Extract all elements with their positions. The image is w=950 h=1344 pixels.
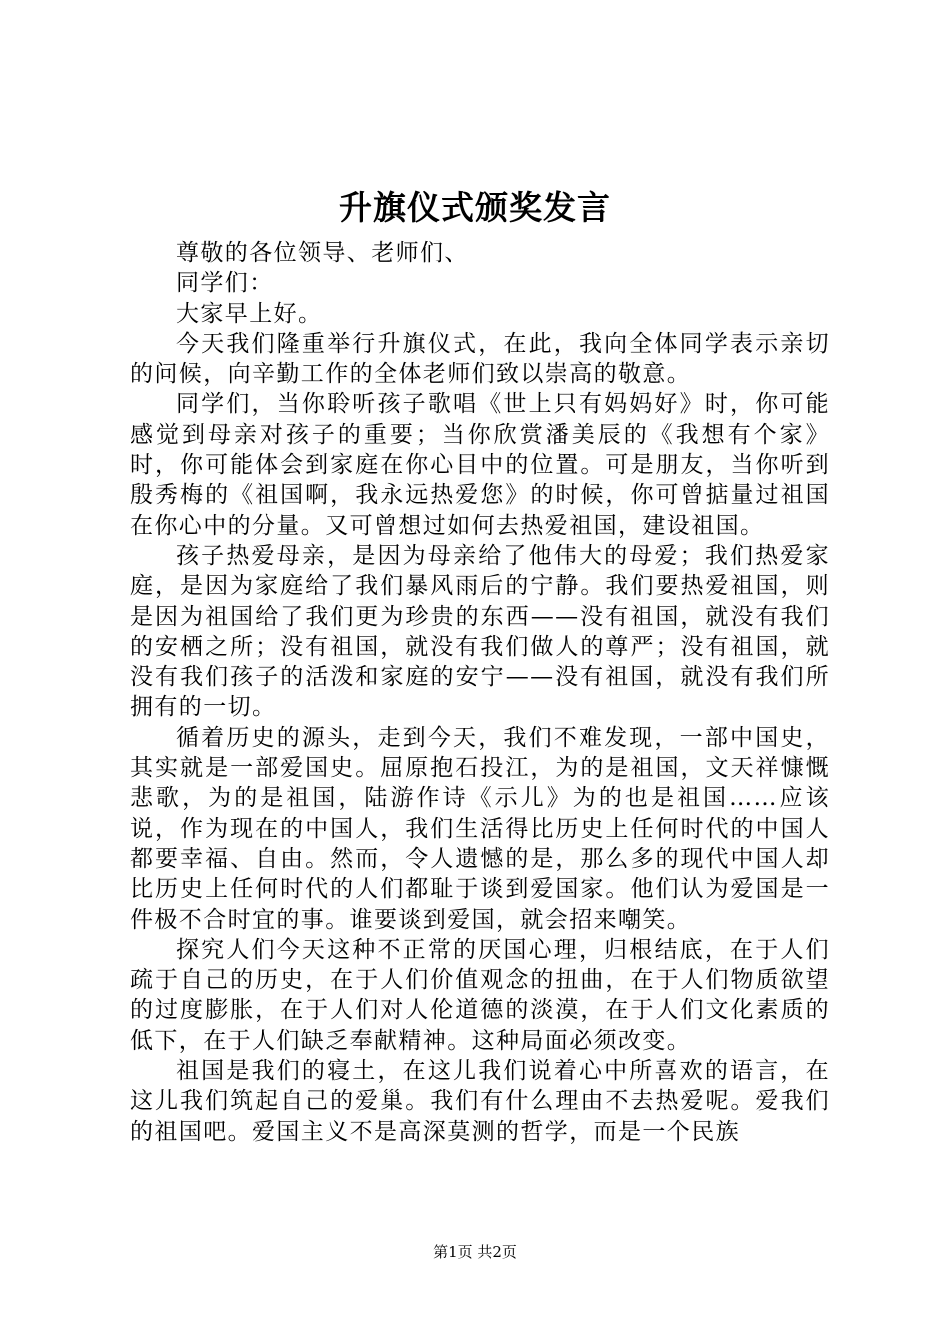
- document-body: [130, 238, 830, 1147]
- document-title: 升旗仪式颁奖发言: [339, 188, 611, 227]
- salutation-line-2: 同学们：: [176, 270, 274, 297]
- page-footer: 第1页 共2页: [433, 1243, 517, 1261]
- greeting: 大家早上好。: [176, 300, 323, 327]
- paragraph-songs: 同学们，当你聆听孩子歌唱《世上只有妈妈好》时，你可能感觉到母亲对孩子的重要；当你欣赏潘美辰的《我想有个家》时，你可能体会到家庭在你心目中的位置。可是朋友，当你听到殷秀梅的《祖国啊，我永远热爱您》的时候，你可曾掂量过祖国在你心中的分量。又可曾想过如何去热爱祖国，建设祖国。: [130, 391, 830, 539]
- paragraph-causes: 探究人们今天这种不正常的厌国心理，归根结底，在于人们疏于自己的历史，在于人们价值观念的扭曲，在于人们物质欲望的过度膨胀，在于人们对人伦道德的淡漠，在于人们文化素质的低下，在于人们缺乏奉献精神。这种局面必须改变。: [130, 936, 830, 1054]
- paragraph-history: 循着历史的源头，走到今天，我们不难发现，一部中国史，其实就是一部爱国史。屈原抱石投江，为的是祖国，文天祥慷慨悲歌，为的是祖国，陆游作诗《示儿》为的也是祖国……应该说，作为现在的中国人，我们生活得比历史上任何时代的中国人都要幸福、自由。然而，令人遗憾的是，那么多的现代中国人却比历史上任何时代的人们都耻于谈到爱国家。他们认为爱国是一件极不合时宜的事。谁要谈到爱国，就会招来嘲笑。: [130, 724, 830, 933]
- paragraph-motherland: 祖国是我们的寝土，在这儿我们说着心中所喜欢的语言，在这儿我们筑起自己的爱巢。我们有什么理由不去热爱呢。爱我们的祖国吧。爱国主义不是高深莫测的哲学，而是一个民族: [130, 1058, 830, 1145]
- paragraph-love-of-country: 孩子热爱母亲，是因为母亲给了他伟大的母爱；我们热爱家庭，是因为家庭给了我们暴风雨后的宁静。我们要热爱祖国，则是因为祖国给了我们更为珍贵的东西——没有祖国，就没有我们的安栖之所；没有祖国，就没有我们做人的尊严；没有祖国，就没有我们孩子的活泼和家庭的安宁——没有祖国，就没有我们所拥有的一切。: [130, 542, 830, 721]
- salutation-line-1: 尊敬的各位领导、老师们、: [176, 240, 469, 266]
- paragraph-opening: 今天我们隆重举行升旗仪式，在此，我向全体同学表示亲切的问候，向辛勤工作的全体老师们致以崇高的敬意。: [130, 330, 830, 388]
